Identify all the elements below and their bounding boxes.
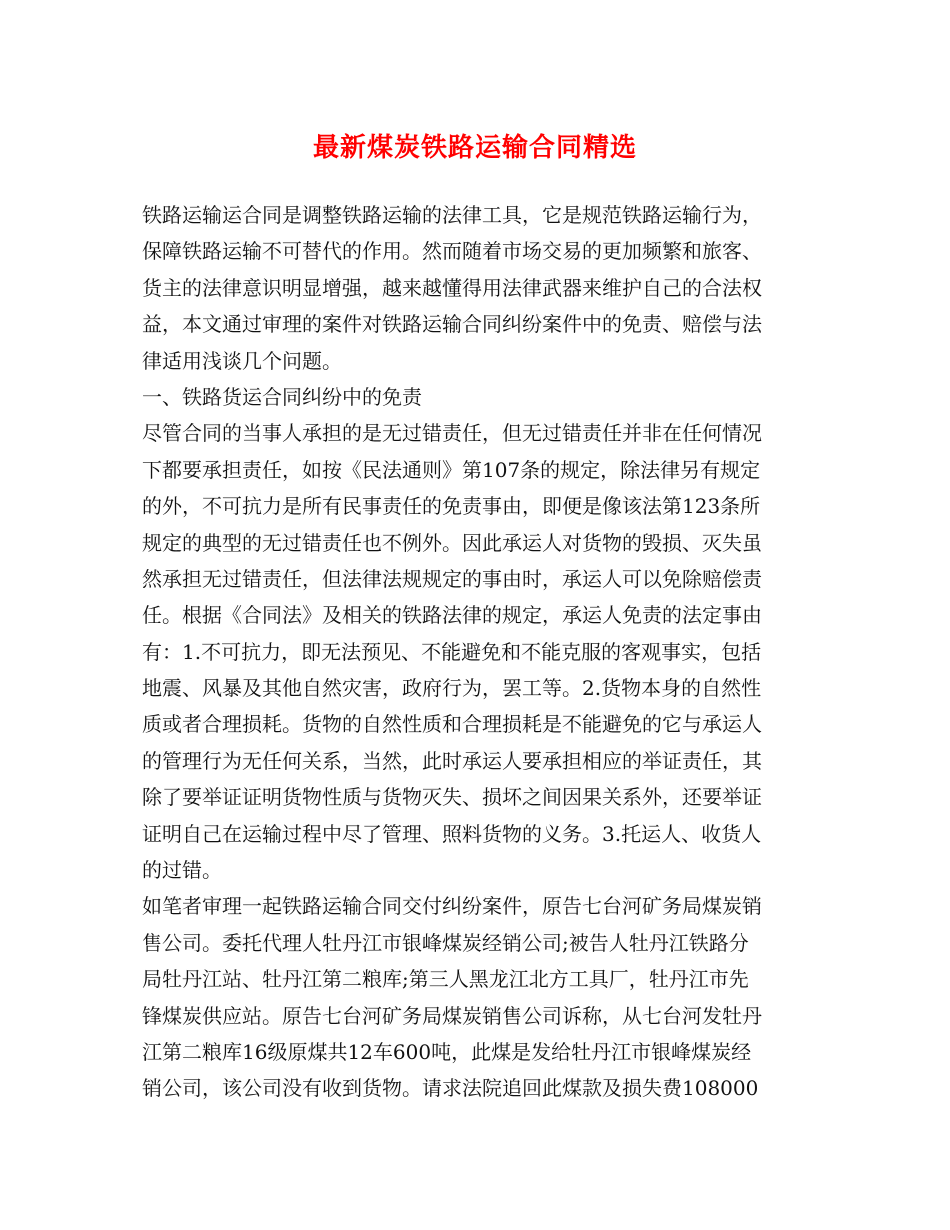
section-heading: 一、铁路货运合同纠纷中的免责	[142, 384, 422, 409]
body-line: 除了要举证证明货物性质与货物灭失、损坏之间因果关系外，还要举证	[142, 785, 762, 810]
body-line: 下都要承担责任，如按《民法通则》第107条的规定，除法律另有规定	[142, 457, 761, 482]
body-line: 局牡丹江站、牡丹江第二粮库;第三人黑龙江北方工具厂，牡丹江市先	[142, 967, 749, 992]
body-line: 的管理行为无任何关系，当然，此时承运人要承担相应的举证责任，其	[142, 748, 762, 773]
body-line: 地震、风暴及其他自然灾害，政府行为，罢工等。2.货物本身的自然性	[142, 676, 762, 701]
body-line: 锋煤炭供应站。原告七台河矿务局煤炭销售公司诉称，从七台河发牡丹	[142, 1003, 762, 1028]
document-title: 最新煤炭铁路运输合同精选	[312, 133, 637, 163]
body-line: 售公司。委托代理人牡丹江市银峰煤炭经销公司;被告人牡丹江铁路分	[142, 930, 749, 955]
body-line: 任。根据《合同法》及相关的铁路法律的规定，承运人免责的法定事由	[142, 603, 762, 628]
body-line: 益，本文通过审理的案件对铁路运输合同纠纷案件中的免责、赔偿与法	[142, 312, 762, 337]
document-body	[142, 197, 812, 1107]
body-line: 的外，不可抗力是所有民事责任的免责事由，即便是像该法第123条所	[142, 494, 761, 519]
body-line: 尽管合同的当事人承担的是无过错责任，但无过错责任并非在任何情况	[142, 421, 762, 446]
body-line: 如笔者审理一起铁路运输合同交付纠纷案件，原告七台河矿务局煤炭销	[142, 894, 762, 919]
body-line: 的过错。	[142, 858, 222, 883]
body-line: 证明自己在运输过程中尽了管理、照料货物的义务。3.托运人、收货人	[142, 821, 762, 846]
body-line: 销公司，该公司没有收到货物。请求法院追回此煤款及损失费108000	[142, 1076, 759, 1101]
body-line: 律适用浅谈几个问题。	[142, 348, 342, 373]
body-line: 铁路运输运合同是调整铁路运输的法律工具，它是规范铁路运输行为，	[142, 203, 762, 227]
body-line: 规定的典型的无过错责任也不例外。因此承运人对货物的毁损、灭失虽	[142, 530, 762, 555]
body-line: 货主的法律意识明显增强，越来越懂得用法律武器来维护自己的合法权	[142, 275, 762, 300]
body-line: 然承担无过错责任，但法律法规规定的事由时，承运人可以免除赔偿责	[142, 566, 762, 591]
body-line: 质或者合理损耗。货物的自然性质和合理损耗是不能避免的它与承运人	[142, 712, 762, 737]
body-line: 江第二粮库16级原煤共12车600吨，此煤是发给牡丹江市银峰煤炭经	[142, 1039, 752, 1064]
body-line: 保障铁路运输不可替代的作用。然而随着市场交易的更加频繁和旅客、	[142, 239, 762, 264]
body-line: 有：1.不可抗力，即无法预见、不能避免和不能克服的客观事实，包括	[142, 639, 762, 664]
